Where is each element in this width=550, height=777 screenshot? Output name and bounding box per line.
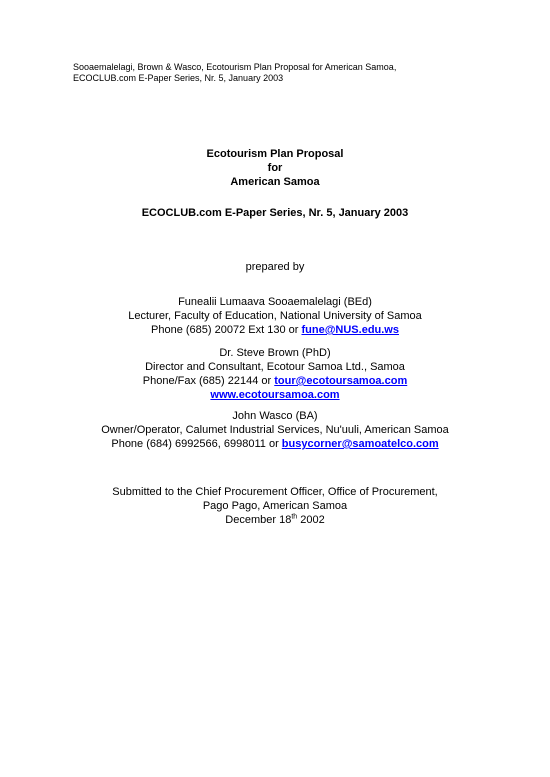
author-block-3 xyxy=(0,409,550,451)
author-role: Lecturer, Faculty of Education, National University of Samoa xyxy=(128,310,422,322)
website-link[interactable]: www.ecotoursamoa.com xyxy=(210,389,340,401)
title-line-2: for xyxy=(267,162,283,174)
author-phone: Phone (684) 6992566, 6998011 or xyxy=(111,438,282,450)
running-header xyxy=(73,62,396,84)
date-superscript: th xyxy=(291,513,298,521)
title-line-1: Ecotourism Plan Proposal xyxy=(206,148,344,160)
author-phone: Phone/Fax (685) 22144 or xyxy=(142,375,275,387)
header-line-2: ECOCLUB.com E-Paper Series, Nr. 5, January 2003 xyxy=(73,73,284,83)
submission-line-2: Pago Pago, American Samoa xyxy=(202,500,348,512)
submission-block xyxy=(0,485,550,527)
author-name: Dr. Steve Brown (PhD) xyxy=(219,347,331,359)
series-line: ECOCLUB.com E-Paper Series, Nr. 5, January 2003 xyxy=(141,207,409,219)
document-title xyxy=(0,147,550,189)
email-link[interactable]: busycorner@samoatelco.com xyxy=(281,438,439,450)
date-prefix: December 18 xyxy=(225,514,292,526)
title-line-3: American Samoa xyxy=(230,176,320,188)
author-name: John Wasco (BA) xyxy=(232,410,318,422)
author-role: Owner/Operator, Calumet Industrial Services, Nu'uuli, American Samoa xyxy=(101,424,449,436)
email-link[interactable]: tour@ecotoursamoa.com xyxy=(274,375,408,387)
author-phone: Phone (685) 20072 Ext 130 or xyxy=(151,324,302,336)
author-website-row xyxy=(0,388,550,402)
author-contact xyxy=(0,437,550,451)
author-role: Director and Consultant, Ecotour Samoa Ltd., Samoa xyxy=(145,361,405,373)
header-line-1: Sooaemalelagi, Brown & Wasco, Ecotourism Plan Proposal for American Samoa, xyxy=(73,62,397,72)
date-suffix: 2002 xyxy=(297,514,325,526)
author-contact xyxy=(0,323,550,337)
author-block-2 xyxy=(0,346,550,402)
author-name: Funealii Lumaava Sooaemalelagi (BEd) xyxy=(178,296,372,308)
author-block-1 xyxy=(0,295,550,337)
submission-date xyxy=(0,513,550,527)
prepared-by-label: prepared by xyxy=(245,261,305,273)
email-link[interactable]: fune@NUS.edu.ws xyxy=(301,324,399,336)
author-contact xyxy=(0,374,550,388)
submission-line-1: Submitted to the Chief Procurement Officer, Office of Procurement, xyxy=(112,486,438,498)
